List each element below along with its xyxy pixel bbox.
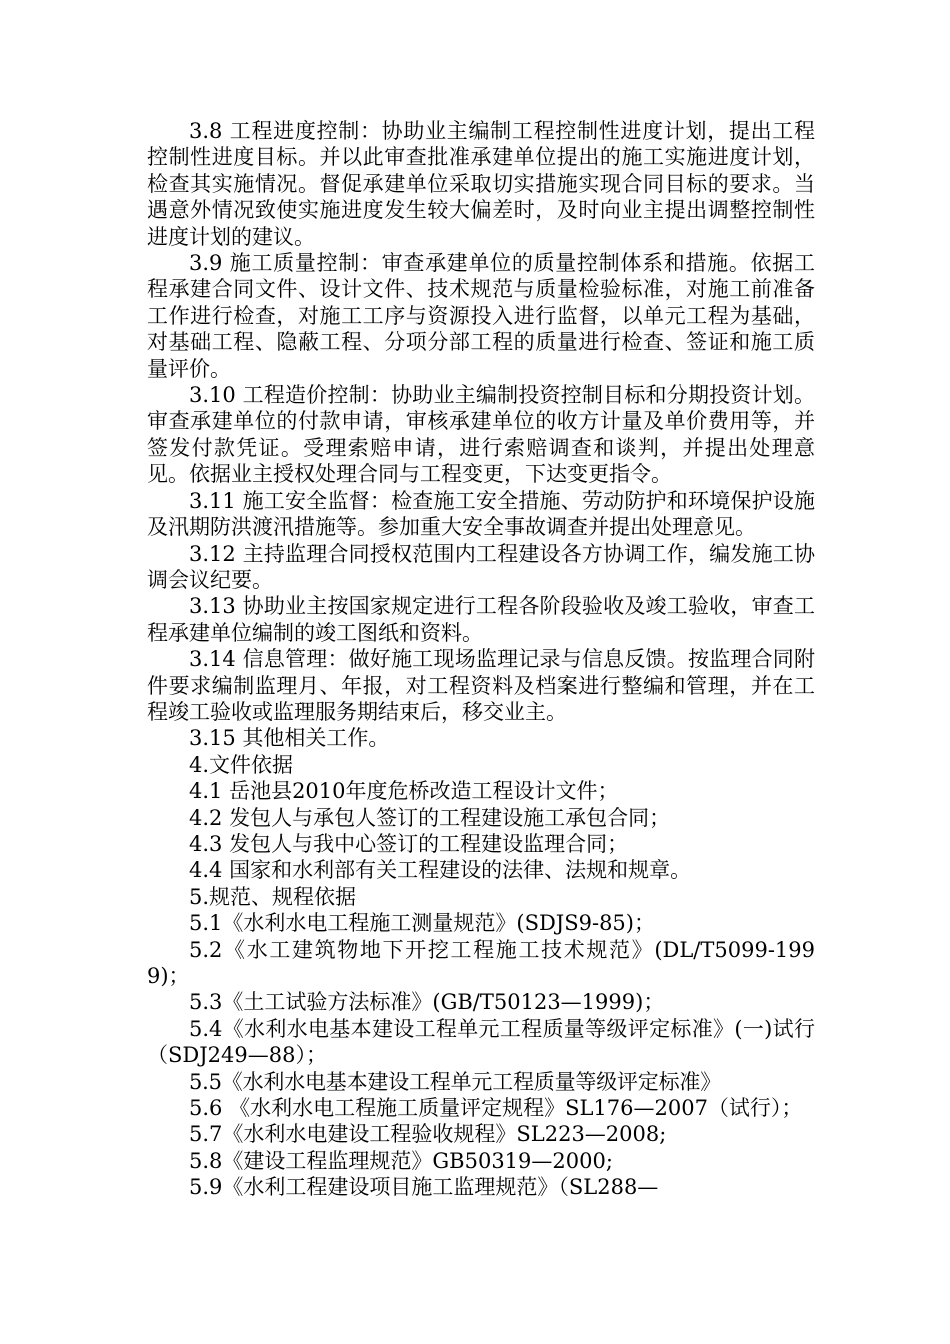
- item-5-3: 5.3《土工试验方法标准》(GB/T50123—1999)；: [189, 990, 665, 1015]
- item-4-4: 4.4 国家和水利部有关工程建设的法律、法规和规章。: [189, 858, 692, 883]
- item-5-8: 5.8《建设工程监理规范》GB50319—2000;: [189, 1148, 613, 1173]
- heading-5-standards-basis: 5.规范、规程依据: [189, 884, 357, 909]
- paragraph-3-15: 3.15 其他相关工作。: [189, 726, 390, 751]
- item-4-2: 4.2 发包人与承包人签订的工程建设施工承包合同；: [189, 805, 671, 830]
- paragraph-3-13: 3.13 协助业主按国家规定进行工程各阶段验收及竣工验收，审查工程承建单位编制的竣工图纸和资料。: [147, 594, 815, 645]
- paragraph-3-10: 3.10 工程造价控制：协助业主编制投资控制目标和分期投资计划。审查承建单位的付款申请，审核承建单位的收方计量及单价费用等，并签发付款凭证。受理索赔申请，进行索赔调查和谈判，并提出处理意见。依据业主授权处理合同与工程变更，下达变更指令。: [147, 383, 815, 487]
- item-5-2: 5.2《水工建筑物地下开挖工程施工技术规范》(DL/T5099-1999)；: [147, 937, 815, 988]
- item-4-3: 4.3 发包人与我中心签订的工程建设监理合同；: [189, 831, 629, 856]
- item-5-7: 5.7《水利水电建设工程验收规程》SL223—2008;: [189, 1122, 667, 1147]
- item-5-1: 5.1《水利水电工程施工测量规范》(SDJS9-85)；: [189, 911, 655, 936]
- paragraph-3-12: 3.12 主持监理合同授权范围内工程建设各方协调工作，编发施工协调会议纪要。: [147, 541, 815, 592]
- item-4-1: 4.1 岳池县2010年度危桥改造工程设计文件；: [189, 779, 619, 804]
- paragraph-3-8: 3.8 工程进度控制：协助业主编制工程控制性进度计划，提出工程控制性进度目标。并以此审查批准承建单位提出的施工实施进度计划，检查其实施情况。督促承建单位采取切实措施实现合同目标的要求。当遇意外情况致使实施进度发生较大偏差时，及时向业主提出调整控制性进度计划的建议。: [147, 119, 815, 249]
- paragraph-3-9: 3.9 施工质量控制：审查承建单位的质量控制体系和措施。依据工程承建合同文件、设计文件、技术规范与质量检验标准，对施工前准备工作进行检查，对施工工序与资源投入进行监督，以单元工程为基础，对基础工程、隐蔽工程、分项分部工程的质量进行检查、签证和施工质量评价。: [147, 251, 815, 381]
- item-5-5: 5.5《水利水电基本建设工程单元工程质量等级评定标准》: [189, 1069, 721, 1094]
- item-5-9: 5.9《水利工程建设项目施工监理规范》（SL288—: [189, 1175, 659, 1200]
- paragraph-3-14: 3.14 信息管理：做好施工现场监理记录与信息反馈。按监理合同附件要求编制监理月、年报，对工程资料及档案进行整编和管理，并在工程竣工验收或监理服务期结束后，移交业主。: [147, 647, 815, 724]
- paragraph-3-11: 3.11 施工安全监督：检查施工安全措施、劳动防护和环境保护设施及汛期防洪渡汛措施等。参加重大安全事故调查并提出处理意见。: [147, 488, 815, 540]
- item-5-6: 5.6 《水利水电工程施工质量评定规程》SL176—2007（试行）；: [189, 1096, 803, 1121]
- heading-4-document-basis: 4.文件依据: [189, 752, 294, 777]
- document-page: [147, 118, 815, 1201]
- item-5-4: 5.4《水利水电基本建设工程单元工程质量等级评定标准》(一)试行（SDJ249—88）；: [147, 1016, 815, 1068]
